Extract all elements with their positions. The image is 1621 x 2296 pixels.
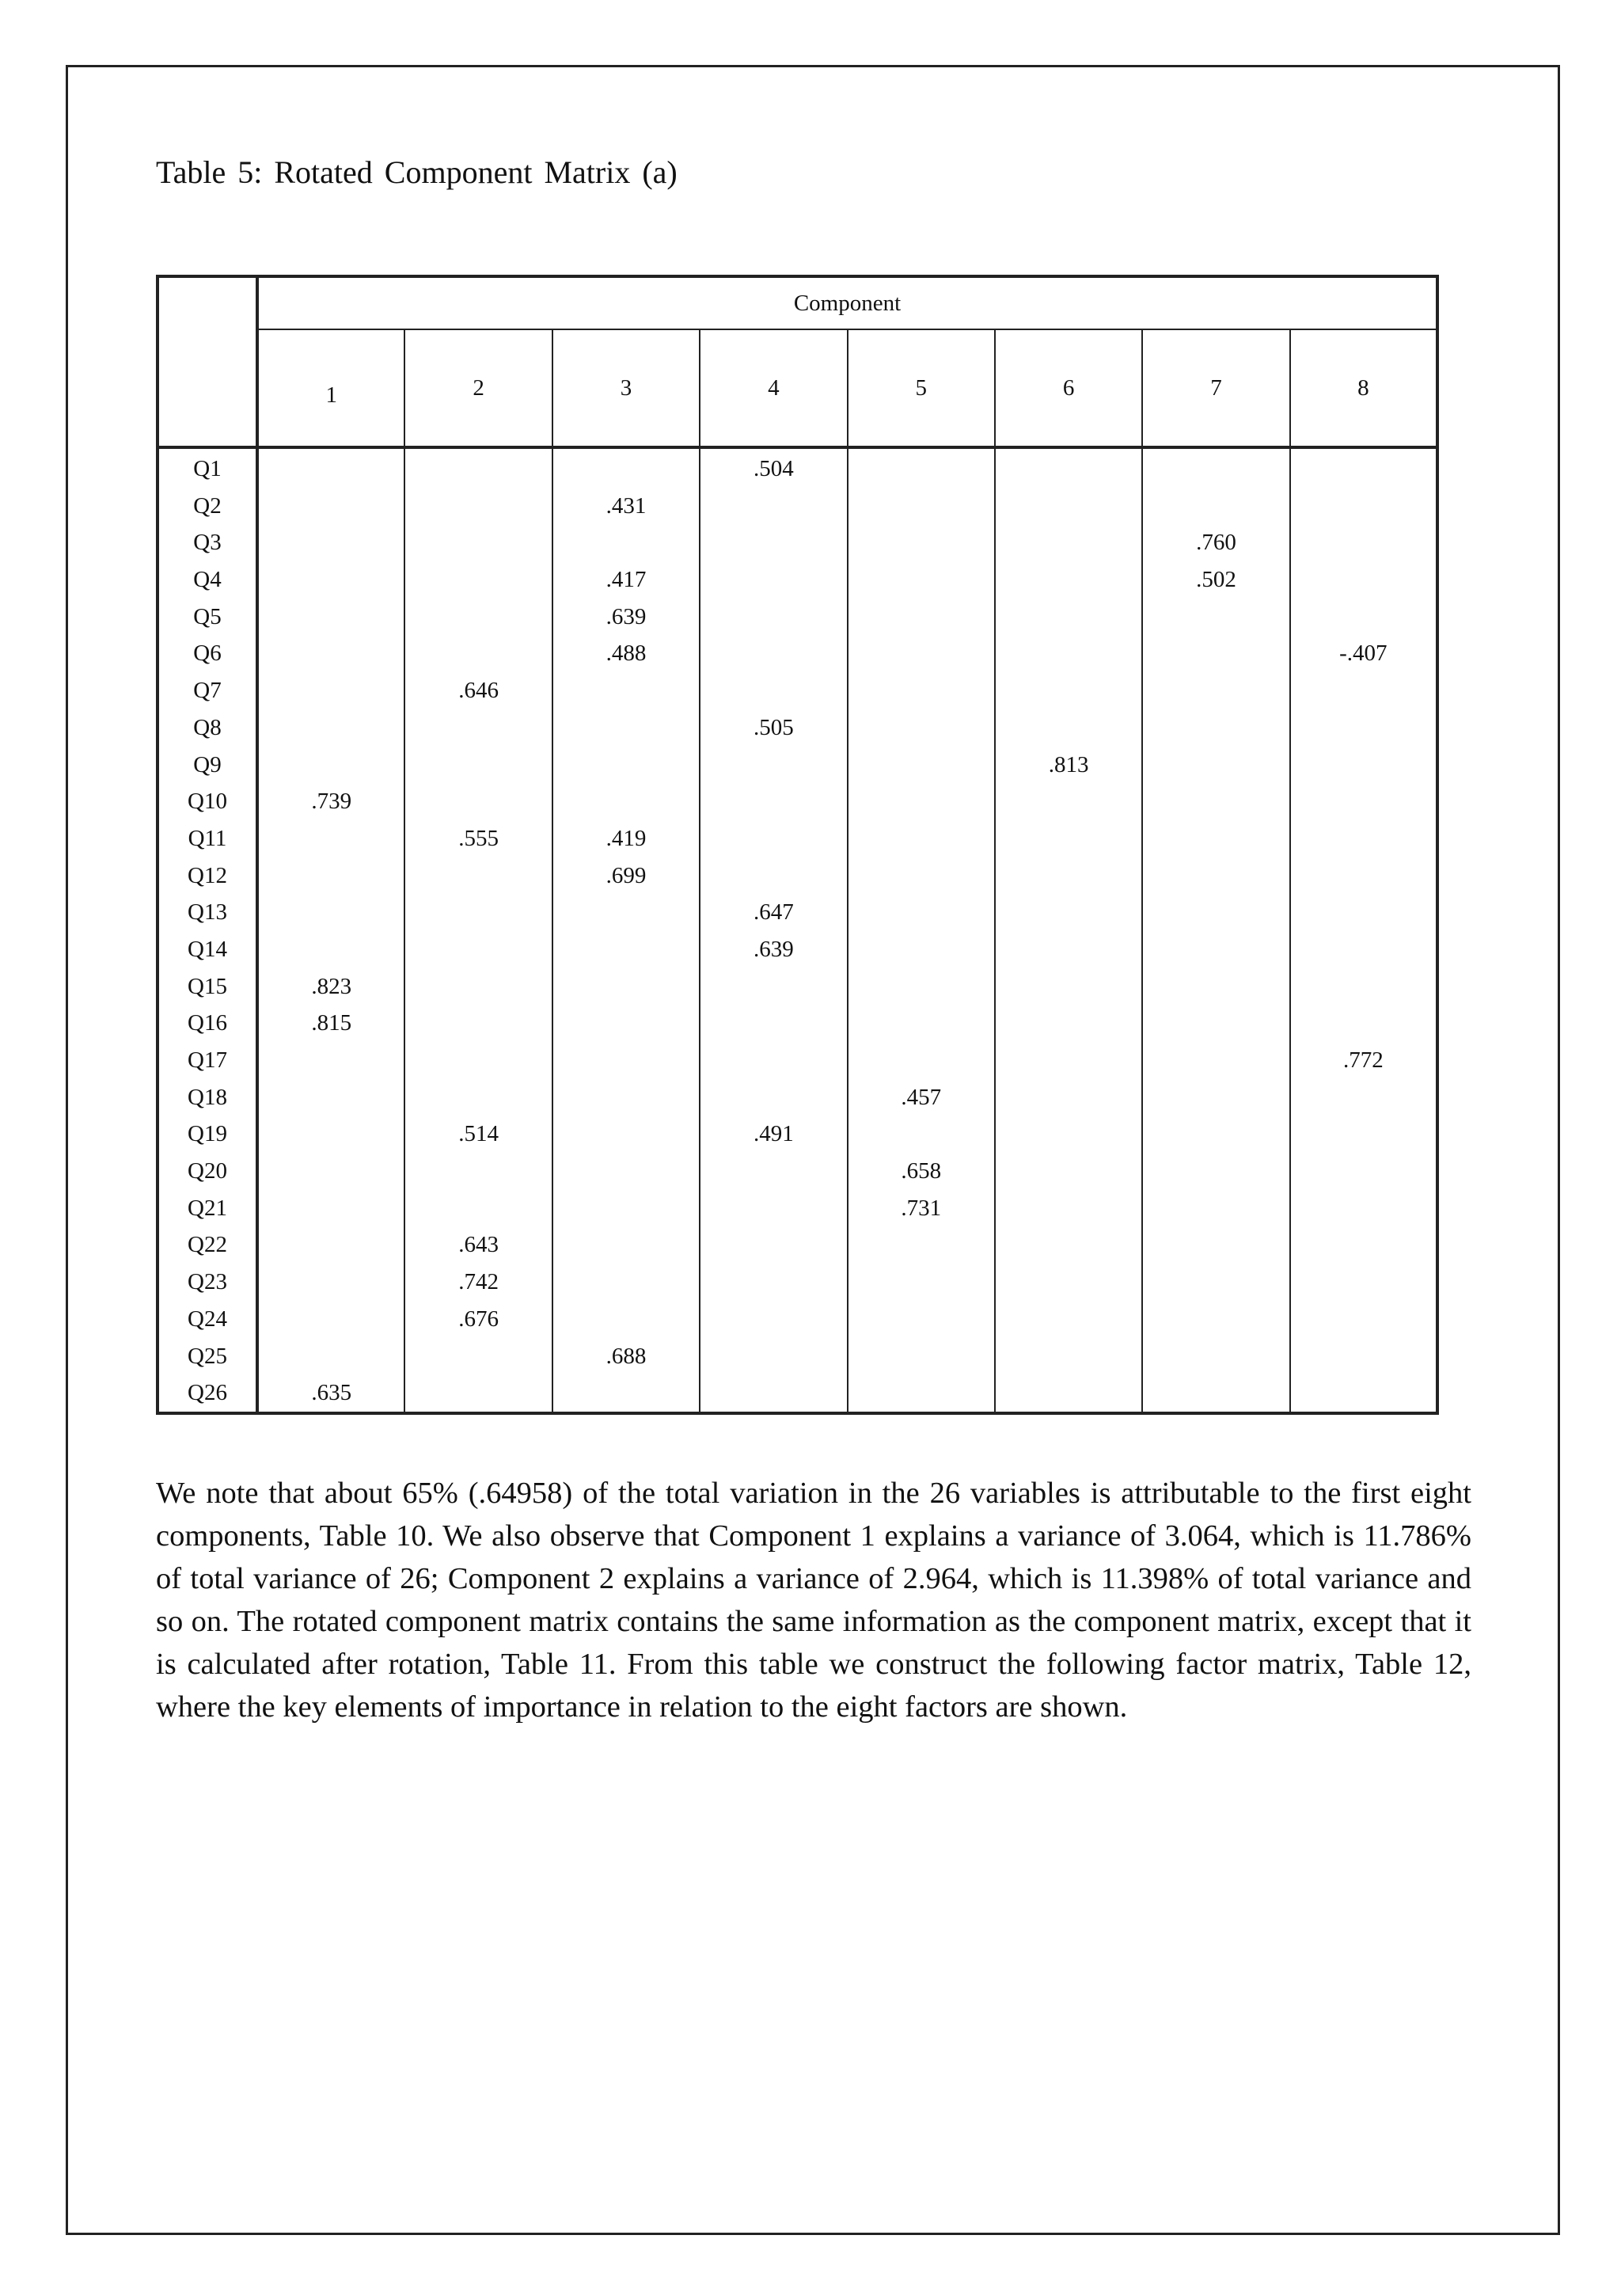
table-row <box>158 857 1437 895</box>
loading-cell <box>404 709 552 747</box>
loading-cell <box>1290 1338 1437 1375</box>
loading-cell <box>404 488 552 525</box>
loading-cell <box>257 561 404 599</box>
loading-cell <box>404 1190 552 1227</box>
loading-cell: .646 <box>404 672 552 709</box>
loading-cell <box>404 599 552 636</box>
loading-cell <box>995 931 1142 968</box>
loading-cell <box>848 1338 995 1375</box>
row-label: Q17 <box>158 1042 257 1079</box>
table-row <box>158 524 1437 561</box>
loading-cell <box>995 672 1142 709</box>
row-label: Q25 <box>158 1338 257 1375</box>
loading-cell <box>995 561 1142 599</box>
loading-cell <box>552 1264 700 1301</box>
loading-cell: .658 <box>848 1153 995 1190</box>
loading-cell <box>552 894 700 931</box>
loading-cell <box>404 447 552 488</box>
loading-cell <box>995 1190 1142 1227</box>
loading-cell <box>700 968 847 1005</box>
loading-cell <box>257 747 404 784</box>
loading-cell <box>1290 1153 1437 1190</box>
loading-cell <box>700 1005 847 1042</box>
loading-cell <box>1142 447 1289 488</box>
loading-cell: .635 <box>257 1374 404 1413</box>
table-row <box>158 447 1437 488</box>
loading-cell <box>700 857 847 895</box>
row-label: Q26 <box>158 1374 257 1413</box>
loading-cell <box>700 747 847 784</box>
loading-cell <box>1290 1374 1437 1413</box>
loading-cell <box>257 1153 404 1190</box>
component-column-header: 7 <box>1142 329 1289 447</box>
loading-cell: .488 <box>552 635 700 672</box>
loading-cell <box>1290 820 1437 857</box>
loading-cell <box>1290 931 1437 968</box>
loading-cell <box>1142 783 1289 820</box>
body-paragraph: We note that about 65% (.64958) of the total variation in the 26 variables is attributable to the first eight components, Table 10. We also observe that Component 1 explains a variance of 3.064, which is 11.786% of total variance of 26; Component 2 explains a variance of 2.964, which is 11.398% of total variance and so on. The rotated component matrix contains the same information as the component matrix, except that it is calculated after rotation, Table 11. From this table we construct the following factor matrix, Table 12, where the key elements of importance in relation to the eight factors are shown. <box>156 1476 1471 1724</box>
loading-cell <box>1142 894 1289 931</box>
loading-cell <box>1290 1301 1437 1338</box>
loading-cell <box>404 931 552 968</box>
loading-cell <box>848 820 995 857</box>
loading-cell <box>1142 599 1289 636</box>
loading-cell <box>1142 635 1289 672</box>
loading-cell <box>995 1264 1142 1301</box>
loading-cell <box>1142 747 1289 784</box>
loading-cell <box>995 1116 1142 1153</box>
loading-cell: .772 <box>1290 1042 1437 1079</box>
loading-cell <box>700 1338 847 1375</box>
loading-cell <box>848 1226 995 1264</box>
loading-cell <box>257 1042 404 1079</box>
loading-cell <box>552 783 700 820</box>
loading-cell <box>552 1190 700 1227</box>
table-row <box>158 931 1437 968</box>
loading-cell <box>552 931 700 968</box>
loading-cell <box>257 1079 404 1116</box>
table-row <box>158 894 1437 931</box>
loading-cell <box>552 1226 700 1264</box>
loading-cell <box>257 1301 404 1338</box>
table-row <box>158 1338 1437 1375</box>
loading-cell <box>1142 931 1289 968</box>
loading-cell <box>552 1301 700 1338</box>
loading-cell <box>995 1005 1142 1042</box>
table-title: Table 5: Rotated Component Matrix (a) <box>156 154 678 190</box>
loading-cell <box>552 747 700 784</box>
loading-cell <box>404 561 552 599</box>
loading-cell <box>995 488 1142 525</box>
loading-cell <box>257 1190 404 1227</box>
row-label: Q12 <box>158 857 257 895</box>
loading-cell <box>1290 968 1437 1005</box>
loading-cell <box>1142 1374 1289 1413</box>
loading-cell <box>1142 1153 1289 1190</box>
loading-cell <box>1142 1190 1289 1227</box>
row-label: Q19 <box>158 1116 257 1153</box>
loading-cell: .417 <box>552 561 700 599</box>
loading-cell <box>1142 1264 1289 1301</box>
loading-cell <box>700 1226 847 1264</box>
row-label: Q23 <box>158 1264 257 1301</box>
loading-cell <box>257 447 404 488</box>
loading-cell <box>848 488 995 525</box>
loading-cell <box>257 820 404 857</box>
table-row <box>158 709 1437 747</box>
row-label: Q10 <box>158 783 257 820</box>
table-row <box>158 1153 1437 1190</box>
loading-cell <box>995 1301 1142 1338</box>
loading-cell <box>848 1264 995 1301</box>
loading-cell <box>848 1005 995 1042</box>
loading-cell <box>404 968 552 1005</box>
loading-cell: .419 <box>552 820 700 857</box>
loading-cell <box>1142 1116 1289 1153</box>
component-number-row <box>158 329 1437 447</box>
loading-cell: .731 <box>848 1190 995 1227</box>
row-label: Q4 <box>158 561 257 599</box>
loading-cell <box>1290 747 1437 784</box>
row-label: Q18 <box>158 1079 257 1116</box>
loading-cell <box>552 447 700 488</box>
loading-cell <box>1290 599 1437 636</box>
row-label: Q22 <box>158 1226 257 1264</box>
table-row <box>158 820 1437 857</box>
loading-cell <box>700 1301 847 1338</box>
loading-cell <box>404 783 552 820</box>
loading-cell: .504 <box>700 447 847 488</box>
row-label: Q2 <box>158 488 257 525</box>
loading-cell: .514 <box>404 1116 552 1153</box>
loading-cell <box>848 635 995 672</box>
table-row <box>158 488 1437 525</box>
loading-cell <box>1290 561 1437 599</box>
loading-cell <box>700 783 847 820</box>
component-column-header: 8 <box>1290 329 1437 447</box>
loading-cell <box>848 931 995 968</box>
loading-cell <box>700 488 847 525</box>
loading-cell <box>995 1374 1142 1413</box>
loading-cell: -.407 <box>1290 635 1437 672</box>
row-label: Q21 <box>158 1190 257 1227</box>
loading-cell <box>995 783 1142 820</box>
loading-cell <box>404 1153 552 1190</box>
table-row <box>158 1079 1437 1116</box>
row-label: Q13 <box>158 894 257 931</box>
loading-cell <box>257 1338 404 1375</box>
table-row <box>158 1264 1437 1301</box>
table-row <box>158 561 1437 599</box>
loading-cell <box>1290 1005 1437 1042</box>
component-column-header: 1 <box>257 329 404 447</box>
loading-cell <box>1290 1190 1437 1227</box>
loading-cell <box>995 447 1142 488</box>
loading-cell: .742 <box>404 1264 552 1301</box>
loading-cell <box>404 524 552 561</box>
row-label: Q3 <box>158 524 257 561</box>
loading-cell <box>700 820 847 857</box>
table-row <box>158 1042 1437 1079</box>
loading-cell <box>404 1079 552 1116</box>
component-column-header: 4 <box>700 329 847 447</box>
table-row <box>158 783 1437 820</box>
loading-cell <box>995 599 1142 636</box>
loading-cell <box>1142 1042 1289 1079</box>
loading-cell <box>1290 1079 1437 1116</box>
loading-cell <box>1142 709 1289 747</box>
loading-cell <box>1290 1116 1437 1153</box>
loading-cell: .823 <box>257 968 404 1005</box>
loading-cell <box>257 524 404 561</box>
loading-cell <box>995 1338 1142 1375</box>
loading-cell <box>552 1116 700 1153</box>
loading-cell <box>552 968 700 1005</box>
loading-cell <box>257 672 404 709</box>
loading-cell <box>404 894 552 931</box>
row-label: Q24 <box>158 1301 257 1338</box>
table-row <box>158 747 1437 784</box>
loading-cell <box>1290 488 1437 525</box>
table-row <box>158 599 1437 636</box>
loading-cell <box>700 1153 847 1190</box>
loading-cell: .639 <box>552 599 700 636</box>
loading-cell: .457 <box>848 1079 995 1116</box>
loading-cell <box>995 820 1142 857</box>
loading-cell <box>404 1042 552 1079</box>
loading-cell <box>848 1301 995 1338</box>
loading-cell: .431 <box>552 488 700 525</box>
loading-cell <box>404 1005 552 1042</box>
row-label: Q1 <box>158 447 257 488</box>
component-column-header: 2 <box>404 329 552 447</box>
loading-cell <box>700 1374 847 1413</box>
loading-cell <box>700 1190 847 1227</box>
loading-cell: .699 <box>552 857 700 895</box>
loading-cell <box>257 488 404 525</box>
loading-cell <box>257 635 404 672</box>
loading-cell <box>257 857 404 895</box>
loading-cell <box>995 1226 1142 1264</box>
loading-cell: .555 <box>404 820 552 857</box>
table-row <box>158 672 1437 709</box>
loading-cell <box>1142 488 1289 525</box>
loading-cell <box>552 1042 700 1079</box>
loading-cell <box>1290 1264 1437 1301</box>
loading-cell <box>995 968 1142 1005</box>
loading-cell <box>552 672 700 709</box>
loading-cell <box>995 1042 1142 1079</box>
table-row <box>158 1226 1437 1264</box>
loading-cell <box>700 672 847 709</box>
loading-cell <box>552 524 700 561</box>
table-body <box>158 447 1437 1413</box>
loading-cell <box>848 968 995 1005</box>
table-row <box>158 1005 1437 1042</box>
row-label: Q15 <box>158 968 257 1005</box>
loading-cell <box>700 1042 847 1079</box>
loading-cell <box>404 857 552 895</box>
loading-cell <box>1142 1226 1289 1264</box>
loading-cell <box>552 1079 700 1116</box>
loading-cell <box>1142 1079 1289 1116</box>
loading-cell <box>995 524 1142 561</box>
table-row <box>158 635 1437 672</box>
component-column-header: 5 <box>848 329 995 447</box>
loading-cell <box>1290 894 1437 931</box>
loading-cell <box>552 1153 700 1190</box>
loading-cell <box>552 709 700 747</box>
loading-cell <box>257 709 404 747</box>
loading-cell <box>552 1005 700 1042</box>
loading-cell <box>848 857 995 895</box>
loading-cell <box>404 1338 552 1375</box>
row-label: Q9 <box>158 747 257 784</box>
loading-cell <box>848 672 995 709</box>
loading-cell <box>848 447 995 488</box>
loading-cell <box>848 709 995 747</box>
row-label: Q20 <box>158 1153 257 1190</box>
loading-cell <box>700 561 847 599</box>
row-label: Q8 <box>158 709 257 747</box>
loading-cell <box>1290 709 1437 747</box>
table-row <box>158 1190 1437 1227</box>
loading-cell <box>995 894 1142 931</box>
loading-cell: .739 <box>257 783 404 820</box>
loading-cell: .643 <box>404 1226 552 1264</box>
loading-cell <box>700 524 847 561</box>
loading-cell: .676 <box>404 1301 552 1338</box>
loading-cell <box>848 561 995 599</box>
loading-cell <box>700 599 847 636</box>
row-label: Q7 <box>158 672 257 709</box>
corner-cell <box>158 276 257 447</box>
loading-cell <box>552 1374 700 1413</box>
loading-cell <box>848 894 995 931</box>
loading-cell: .760 <box>1142 524 1289 561</box>
row-label: Q6 <box>158 635 257 672</box>
loading-cell <box>257 1116 404 1153</box>
loading-cell <box>1142 1338 1289 1375</box>
loading-cell <box>848 747 995 784</box>
loading-cell: .813 <box>995 747 1142 784</box>
loading-cell <box>1290 783 1437 820</box>
loading-cell: .647 <box>700 894 847 931</box>
loading-cell <box>1290 524 1437 561</box>
loading-cell <box>995 1079 1142 1116</box>
loading-cell <box>257 1226 404 1264</box>
loading-cell <box>1142 672 1289 709</box>
loading-cell <box>1290 447 1437 488</box>
row-label: Q14 <box>158 931 257 968</box>
row-label: Q5 <box>158 599 257 636</box>
row-label: Q11 <box>158 820 257 857</box>
loading-cell <box>848 524 995 561</box>
table-row <box>158 1116 1437 1153</box>
loading-cell <box>848 1116 995 1153</box>
row-label: Q16 <box>158 1005 257 1042</box>
loading-cell: .505 <box>700 709 847 747</box>
loading-cell <box>848 599 995 636</box>
loading-cell <box>1290 857 1437 895</box>
loading-cell <box>848 1042 995 1079</box>
table-row <box>158 1301 1437 1338</box>
loading-cell <box>404 747 552 784</box>
loading-cell: .502 <box>1142 561 1289 599</box>
loading-cell <box>1142 1301 1289 1338</box>
loading-cell <box>700 1264 847 1301</box>
loading-cell <box>1142 1005 1289 1042</box>
table-header-row <box>158 276 1437 329</box>
loading-cell <box>1142 968 1289 1005</box>
table-row <box>158 968 1437 1005</box>
loading-cell: .688 <box>552 1338 700 1375</box>
loading-cell <box>257 931 404 968</box>
loading-cell <box>257 1264 404 1301</box>
loading-cell: .639 <box>700 931 847 968</box>
loading-cell <box>700 1079 847 1116</box>
loading-cell <box>404 635 552 672</box>
loading-cell <box>848 783 995 820</box>
loading-cell <box>995 635 1142 672</box>
component-column-header: 3 <box>552 329 700 447</box>
loading-cell: .491 <box>700 1116 847 1153</box>
component-column-header: 6 <box>995 329 1142 447</box>
loading-cell <box>1142 857 1289 895</box>
loading-cell <box>257 894 404 931</box>
table-row <box>158 1374 1437 1413</box>
loading-cell <box>1142 820 1289 857</box>
loading-cell <box>1290 672 1437 709</box>
rotated-component-matrix <box>156 275 1439 1415</box>
loading-cell <box>848 1374 995 1413</box>
loading-cell <box>995 1153 1142 1190</box>
loading-cell <box>995 857 1142 895</box>
loading-cell <box>995 709 1142 747</box>
loading-cell <box>257 599 404 636</box>
loading-cell <box>1290 1226 1437 1264</box>
component-group-header: Component <box>257 276 1437 329</box>
loading-cell: .815 <box>257 1005 404 1042</box>
loading-cell <box>700 635 847 672</box>
loading-cell <box>404 1374 552 1413</box>
